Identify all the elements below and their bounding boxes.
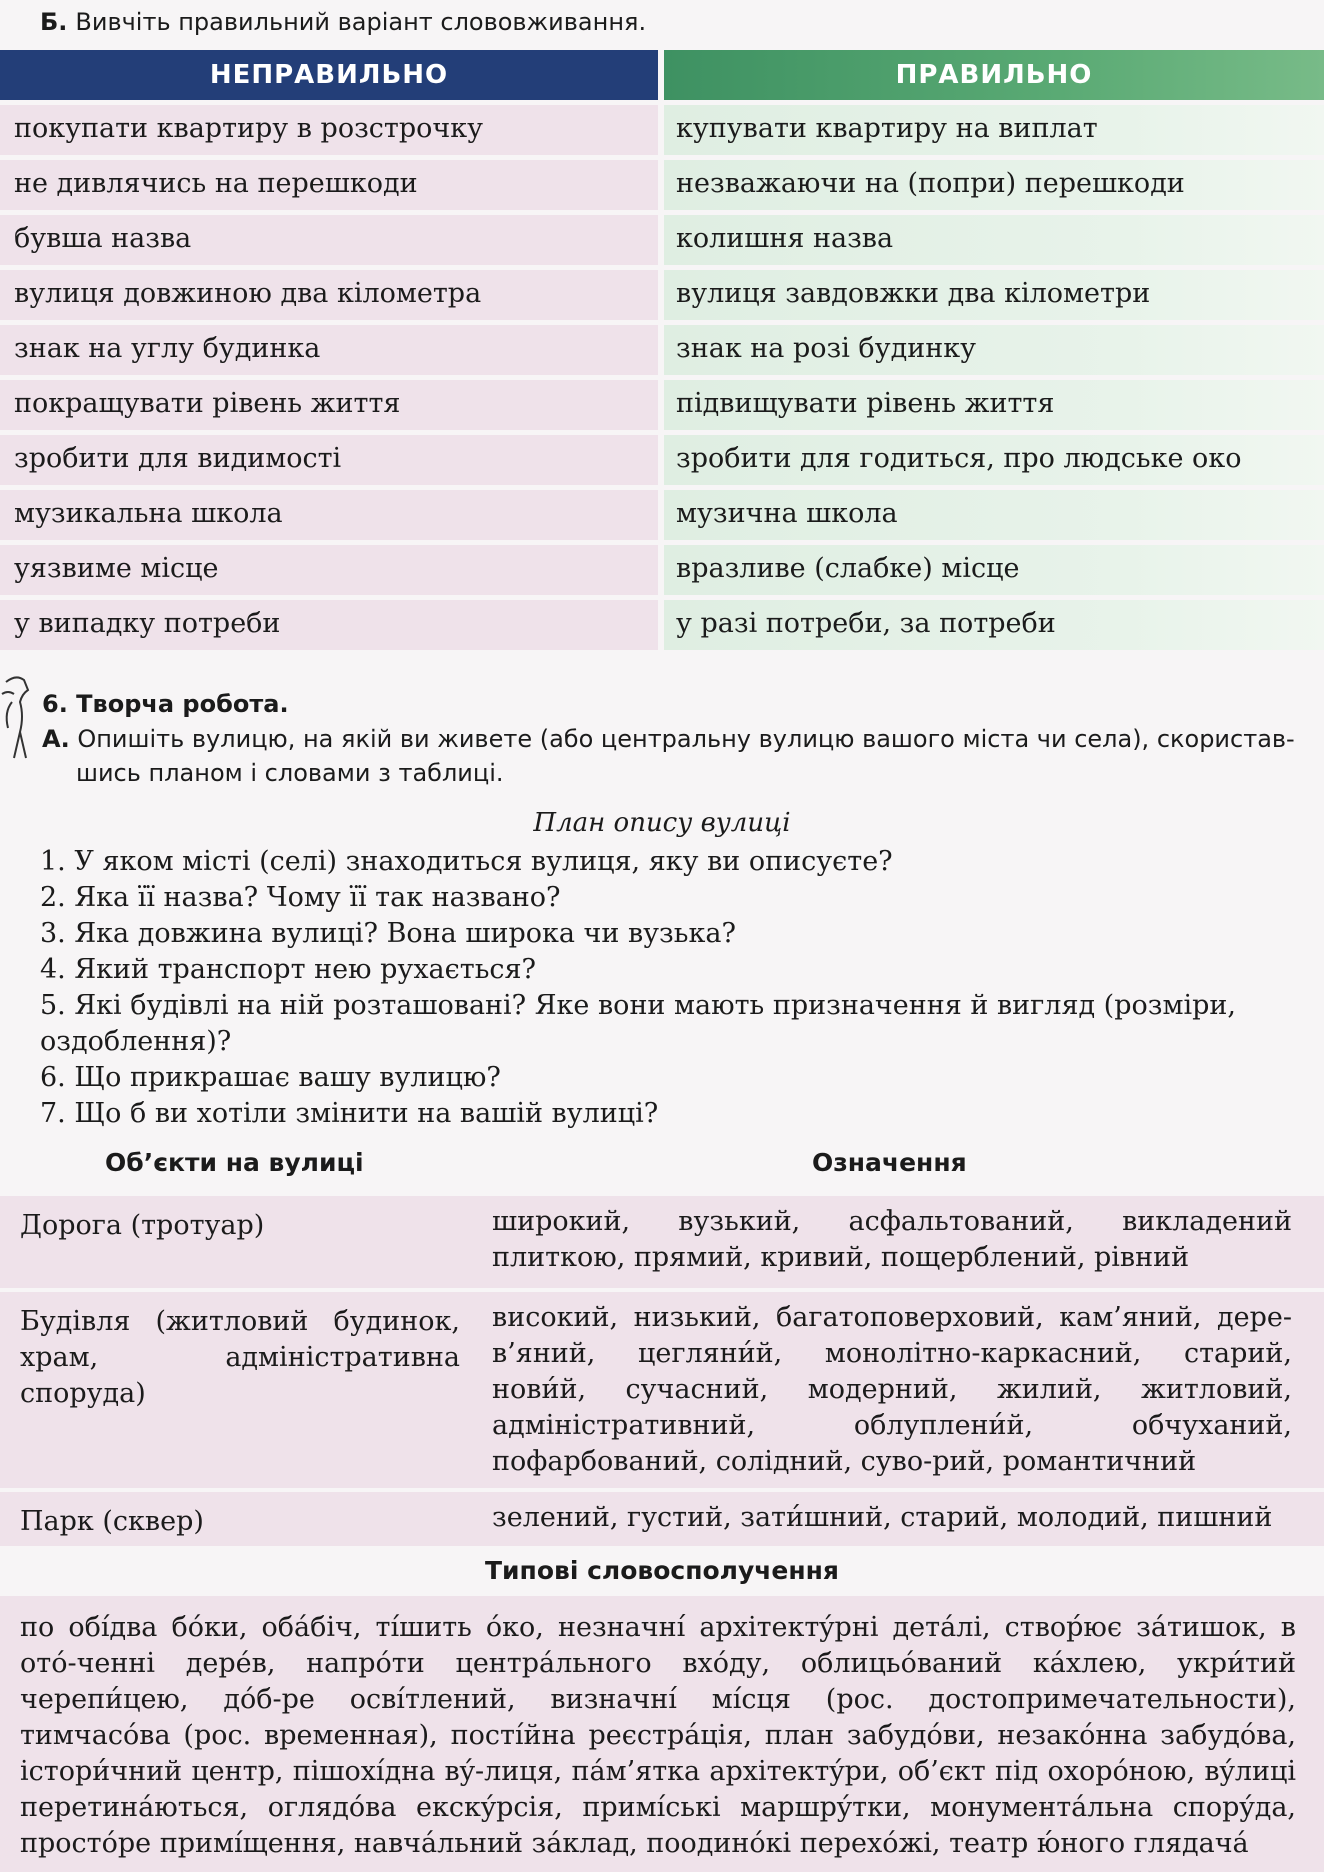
vocab-right-cell: зробити для годиться, про людське око [664,435,1324,485]
vocab-right-cell: вулиця завдовжки два кілометри [664,270,1324,320]
vocab-right-cell: колишня назва [664,215,1324,265]
vocab-wrong-cell: бувша назва [0,215,658,265]
vocab-right-cell: вразливе (слабке) місце [664,545,1324,595]
vocab-wrong-cell: покупати квартиру в розстрочку [0,105,658,155]
task-line-2: шись планом і словами з таблиці. [76,759,504,787]
vocab-wrong-cell: вулиця довжиною два кілометра [0,270,658,320]
vocab-right-cell: незважаючи на (попри) перешкоди [664,160,1324,210]
plan-list [40,844,1324,1132]
task-line-1: Опишіть вулицю, на якій ви живете (або центральну вулицю вашого міста чи села), скористав- [77,725,1295,753]
plan-title: План опису вулиці [533,808,791,838]
plan-item: 2. Яка її назва? Чому її так названо? [40,882,561,913]
header-objects: Об’єкти на вулиці [105,1148,364,1177]
vocab-wrong-cell: не дивлячись на перешкоди [0,160,658,210]
vocab-right-cell: музична школа [664,490,1324,540]
creative-work-icon [0,672,40,762]
plan-item: 3. Яка довжина вулиці? Вона широка чи вузька? [40,918,736,949]
object-name: Дорога (тротуар) [20,1210,265,1241]
typical-text: по обíдва бóки, обáбіч, тíшить óко, незначні́ архітектýрні детáлі, створ́ює зáтишок, в отó-ченні дерéв, напрóти центрáльного вхóду, облицьóваний кáхлею, укри́тий черепи́цею, дóб-ре освíтлений, визначні́ мíсця (рос. достопримечательности), тимчасóва (рос. временная), постíйна реєстрáція, план забудóви, незакóнна забудóва, істори́чний центр, пішохíдна вý-лиця, пáм’ятка архітектýри, об’єкт під охорóною, вýлиці перетинáються, оглядóва екскýрсія, примíські маршрýтки, монументáльна спорýда, простóре примíщення, навчáльний зáклад, поодинóкі перехóжі, театр ю́ного глядачá [0,1596,1324,1872]
vocab-right-cell: у разі потреби, за потреби [664,600,1324,650]
vocab-wrong-cell: покращувати рівень життя [0,380,658,430]
vocab-wrong-cell: знак на углу будинка [0,325,658,375]
vocab-right-cell: знак на розі будинку [664,325,1324,375]
header-right: ПРАВИЛЬНО [664,50,1324,100]
section-6-title: 6. Творча робота. [42,690,289,718]
vocab-wrong-cell: музикальна школа [0,490,658,540]
section-b-title: Вивчіть правильний варіант слововживання. [75,8,647,36]
plan-item: 7. Що б ви хотіли змінити на вашій вулиці? [40,1098,659,1129]
vocab-wrong-cell: уязвиме місце [0,545,658,595]
vocab-right-cell: підвищувати рівень життя [664,380,1324,430]
objects-row [0,1492,1324,1546]
section-b-label: Б. [40,8,68,36]
section-b-heading [40,8,646,36]
vocab-wrong-cell: у випадку потреби [0,600,658,650]
plan-item: 6. Що прикрашає вашу вулицю? [40,1062,501,1093]
object-definitions: високий, низький, багатоповерховий, кам’яний, дере-в’яний, цегляни́й, монолітно-каркасний, старий, нови́й, сучасний, модерний, жилий, житловий, адміністративний, облуплени́й, обчуханий, пофарбований, солідний, суво-рий, романтичний [492,1302,1292,1477]
task-label: А. [42,725,70,753]
typical-title: Типові словосполучення [484,1556,839,1585]
plan-item: 5. Які будівлі на ній розташовані? Яке вони мають призначення й вигляд (розміри, оздоблення)? [40,990,1236,1057]
object-name: Будівля (житловий будинок, храм, адміністративна споруда) [20,1306,460,1409]
plan-item: 4. Який транспорт нею рухається? [40,954,537,985]
object-definitions: зелений, густий, зати́шний, старий, молодий, пишний [492,1502,1273,1533]
section-6-task [42,722,1312,790]
header-definitions: Означення [812,1148,967,1177]
objects-row [0,1292,1324,1488]
header-wrong: НЕПРАВИЛЬНО [0,50,658,100]
vocab-right-cell: купувати квартиру на виплат [664,105,1324,155]
object-definitions: широкий, вузький, асфальтований, викладений плиткою, прямий, кривий, пощерблений, рівний [492,1206,1292,1273]
vocab-wrong-cell: зробити для видимості [0,435,658,485]
object-name: Парк (сквер) [20,1506,204,1537]
plan-item: 1. У яком місті (селі) знаходиться вулиця, яку ви описуєте? [40,846,893,877]
objects-row [0,1196,1324,1288]
